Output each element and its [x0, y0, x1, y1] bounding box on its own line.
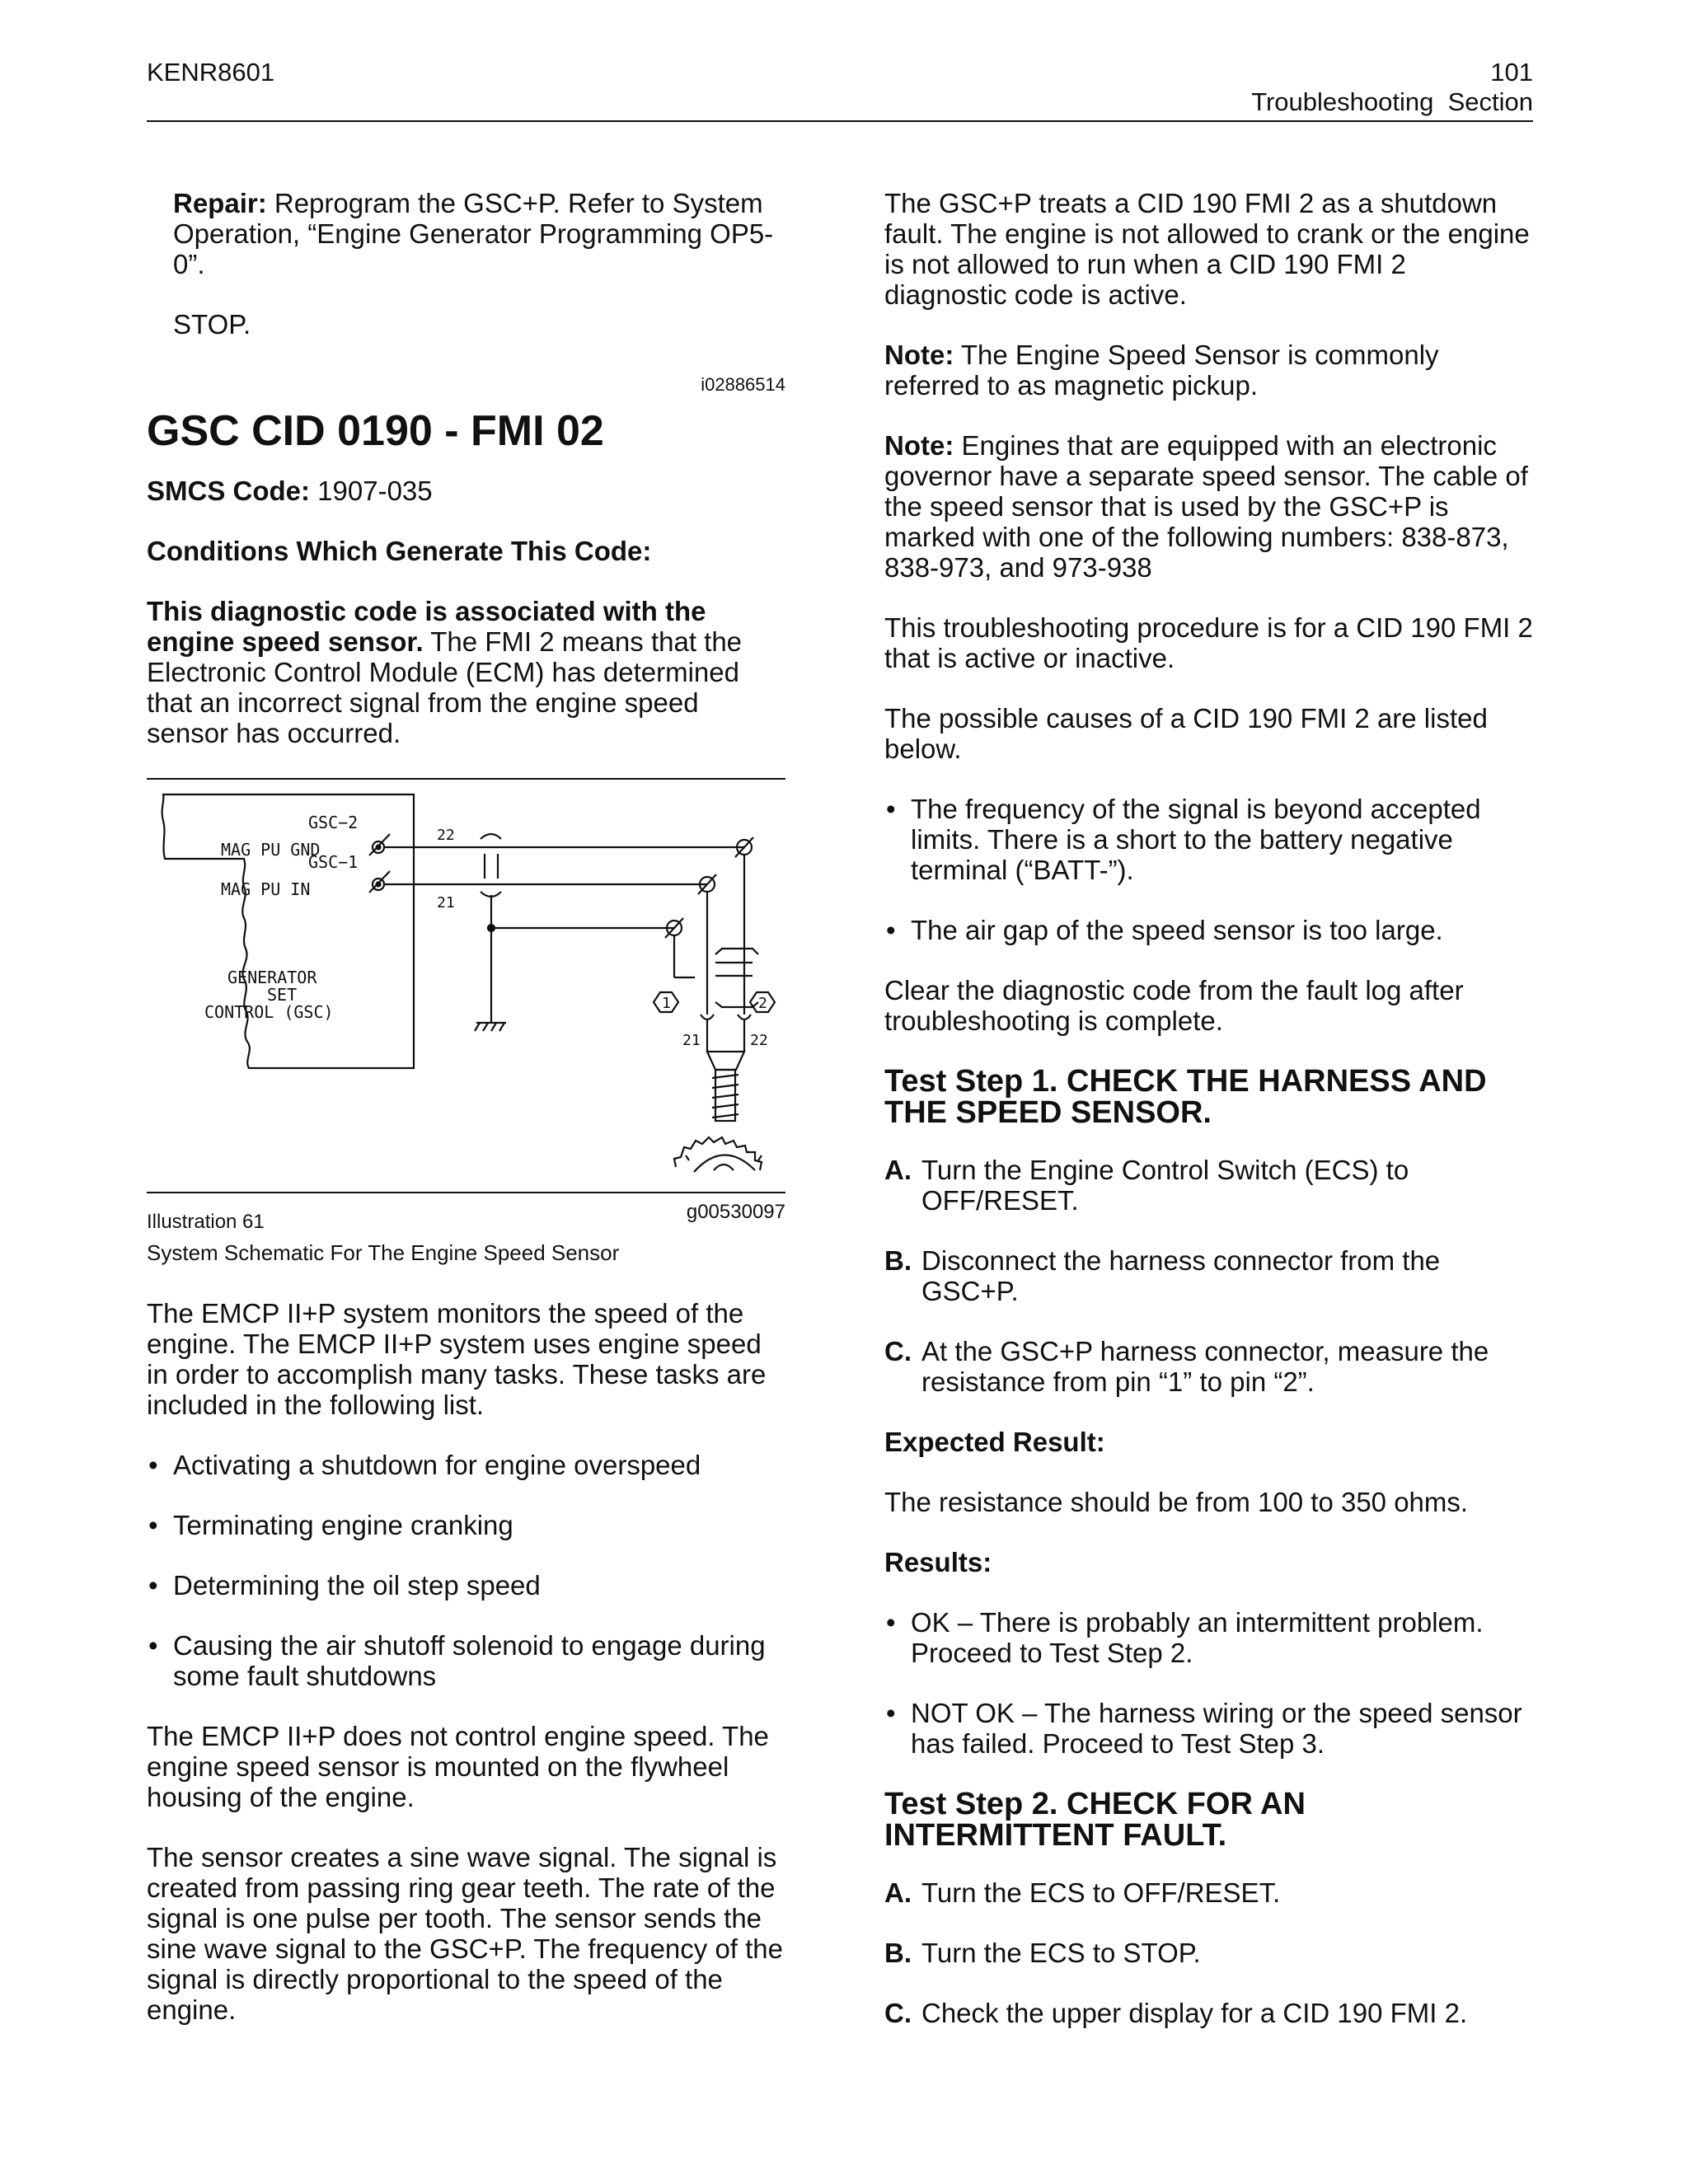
repair-text: Reprogram the GSC+P. Refer to System Operation, “Engine Generator Programming OP5-0”. — [173, 188, 774, 279]
step-item: B. Disconnect the harness connector from the GSC+P. — [884, 1245, 1441, 1306]
step-item: A. Turn the ECS to OFF/RESET. — [884, 1877, 1281, 1908]
expected-result-text: The resistance should be from 100 to 350 ohms. — [884, 1487, 1469, 1517]
doc-code: KENR8601 — [147, 58, 275, 87]
figure-caption: System Schematic For The Engine Speed Sensor — [147, 1240, 620, 1265]
step-item: B. Turn the ECS to STOP. — [884, 1938, 1201, 1968]
page-number: 101 — [1490, 58, 1533, 87]
note-label: Note: — [884, 340, 954, 370]
note-magnetic-pickup: Note: The Engine Speed Sensor is commonly referred to as magnetic pickup. — [884, 340, 1439, 401]
procedure-paragraph: This troubleshooting procedure is for a CID 190 FMI 2 that is active or inactive. — [884, 612, 1533, 673]
note-label: Note: — [884, 430, 954, 461]
sensor-wire-21: 21 — [682, 1032, 701, 1049]
left-column — [147, 188, 785, 2055]
intro-bold: This diagnostic code is associated with the engine speed sensor. — [147, 596, 706, 657]
sensor-wire-22: 22 — [750, 1032, 768, 1049]
list-item: • Causing the air shutoff solenoid to engage during some fault shutdowns — [147, 1630, 785, 1691]
document-id: i02886514 — [701, 374, 785, 395]
label-gsc2: GSC−2 — [308, 813, 359, 832]
list-item: • The air gap of the speed sensor is too large. — [884, 915, 1533, 945]
list-item: • Terminating engine cranking — [147, 1510, 785, 1540]
causes-list — [884, 794, 1533, 945]
schematic-figure — [147, 778, 785, 1268]
causes-paragraph: The possible causes of a CID 190 FMI 2 are listed below. — [884, 703, 1488, 764]
repair-paragraph — [147, 188, 785, 279]
label-gsc1: GSC−1 — [308, 852, 359, 872]
intro-paragraph — [147, 596, 785, 748]
pin-1-label: 1 — [662, 995, 671, 1012]
illustration-number: Illustration 61 — [147, 1211, 265, 1233]
smcs-label: SMCS Code: — [147, 476, 310, 506]
box-label-line3: CONTROL (GSC) — [204, 1002, 334, 1022]
pin-2-label: 2 — [758, 995, 767, 1012]
wire-label-21: 21 — [437, 894, 455, 912]
wire-label-22: 22 — [437, 827, 455, 844]
monitor-paragraph: The EMCP II+P system monitors the speed of the engine. The EMCP II+P system uses engine speed in order to accomplish many tasks. These tasks are included in the following list. — [147, 1298, 767, 1420]
schematic-diagram — [147, 780, 785, 1192]
header-rule — [147, 120, 1533, 122]
step-item: A. Turn the Engine Control Switch (ECS) to OFF/RESET. — [884, 1155, 1409, 1216]
intro-text: The FMI 2 means that the Electronic Control Module (ECM) has determined that an incorrect signal from the engine speed sensor has occurred. — [147, 626, 743, 748]
clear-paragraph: Clear the diagnostic code from the fault log after troubleshooting is complete. — [884, 975, 1464, 1036]
step-item: C. At the GSC+P harness connector, measure the resistance from pin “1” to pin “2”. — [884, 1336, 1489, 1397]
results-label: Results: — [884, 1547, 992, 1577]
test-step-1-list — [884, 1155, 1533, 1397]
results-list — [884, 1607, 1533, 1759]
test-step-1-heading: Test Step 1. CHECK THE HARNESS AND THE SPEED SENSOR. — [884, 1064, 1487, 1130]
box-label-line2: SET — [267, 985, 298, 1005]
right-column — [884, 188, 1533, 2058]
test-step-2-list — [884, 1877, 1533, 2028]
test-step-2-heading: Test Step 2. CHECK FOR AN INTERMITTENT FAULT. — [884, 1787, 1306, 1853]
page-header-right — [1251, 58, 1533, 117]
speed-sensor — [707, 1052, 744, 1070]
list-item: • NOT OK – The harness wiring or the speed sensor has failed. Proceed to Test Step 3. — [884, 1698, 1533, 1759]
step-item: C. Check the upper display for a CID 190 FMI 2. — [884, 1998, 1468, 2028]
box-label-line1: GENERATOR — [227, 968, 317, 987]
smcs-value: 1907-035 — [310, 476, 433, 506]
list-item: • Determining the oil step speed — [147, 1570, 785, 1601]
stop-text: STOP. — [173, 309, 251, 340]
gsc-box — [162, 794, 414, 1068]
sine-paragraph: The sensor creates a sine wave signal. The signal is created from passing ring gear teeth. The rate of the signal is one pulse per tooth. The sensor sends the sine wave signal to the GSC+P. The frequency of the signal is directly proportional to the speed of the engine. — [147, 1842, 784, 2025]
label-mag-pu-gnd: MAG PU GND — [221, 840, 321, 860]
smcs-code — [147, 476, 785, 506]
figure-caption-row — [147, 1193, 785, 1233]
repair-label: Repair: — [173, 188, 267, 218]
list-item: • OK – There is probably an intermittent problem. Proceed to Test Step 2. — [884, 1607, 1533, 1668]
conditions-heading: Conditions Which Generate This Code: — [147, 536, 652, 566]
label-mag-pu-in: MAG PU IN — [221, 879, 311, 899]
note-governor: Note: Engines that are equipped with an electronic governor have a separate speed sensor. The cable of the speed sensor that is used by the GSC+P is marked with one of the following numbers: 838-873, 838-973, and 973-938 — [884, 430, 1528, 583]
list-item: • The frequency of the signal is beyond accepted limits. There is a short to the battery negative terminal (“BATT-”). — [884, 794, 1533, 885]
list-item: • Activating a shutdown for engine overspeed — [147, 1450, 785, 1480]
control-paragraph: The EMCP II+P does not control engine speed. The engine speed sensor is mounted on the flywheel housing of the engine. — [147, 1721, 769, 1812]
page-title: GSC CID 0190 - FMI 02 — [147, 407, 604, 455]
shutdown-paragraph: The GSC+P treats a CID 190 FMI 2 as a shutdown fault. The engine is not allowed to crank or the engine is not allowed to run when a CID 190 FMI 2 diagnostic code is active. — [884, 188, 1530, 310]
graphic-id: g00530097 — [686, 1201, 785, 1223]
section-name: Troubleshooting Section — [1251, 87, 1533, 116]
task-list — [147, 1450, 785, 1691]
expected-result-label: Expected Result: — [884, 1427, 1105, 1457]
